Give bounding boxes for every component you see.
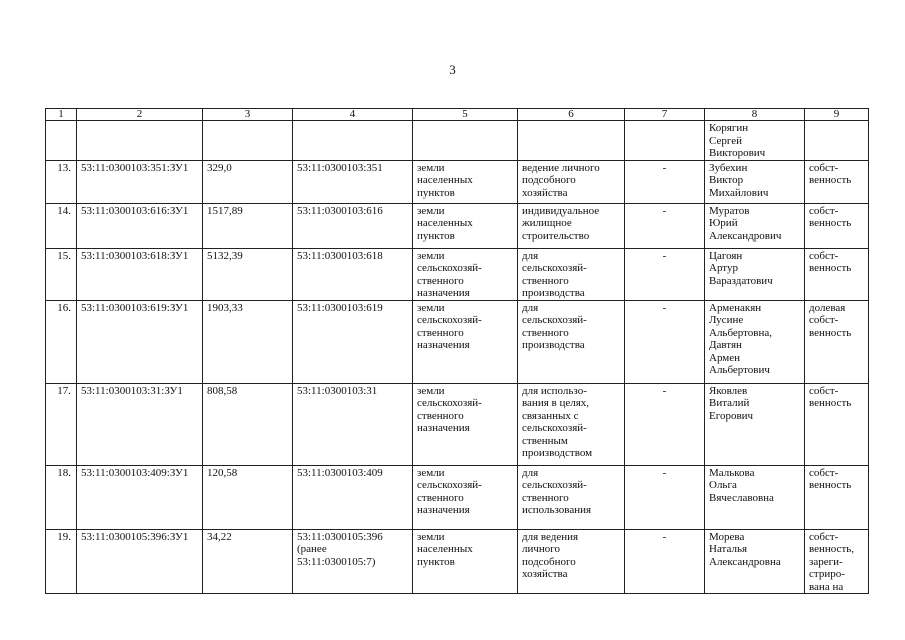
row-number: 19. — [46, 529, 77, 594]
cadastral-number: 53:11:0300105:396 (ранее 53:11:0300105:7) — [293, 529, 413, 594]
page-number: 3 — [449, 62, 456, 77]
table-row — [46, 203, 869, 248]
encumbrance: - — [625, 300, 705, 383]
column-header: 3 — [203, 109, 293, 121]
area-value: 1903,33 — [203, 300, 293, 383]
encumbrance: - — [625, 248, 705, 300]
cadastral-number: 53:11:0300103:616 — [293, 203, 413, 248]
encumbrance — [625, 121, 705, 161]
permitted-use: для сельскохозяй- ственного использования — [518, 465, 625, 529]
right-type: собст- венность — [805, 203, 869, 248]
cadastral-number: 53:11:0300103:618 — [293, 248, 413, 300]
parcel-id: 53:11:0300103:409:ЗУ1 — [77, 465, 203, 529]
parcel-id — [77, 121, 203, 161]
encumbrance: - — [625, 203, 705, 248]
encumbrance: - — [625, 160, 705, 203]
row-number: 13. — [46, 160, 77, 203]
column-header: 5 — [413, 109, 518, 121]
column-header: 7 — [625, 109, 705, 121]
permitted-use: индивидуальное жилищное строительство — [518, 203, 625, 248]
permitted-use: для ведения личного подсобного хозяйства — [518, 529, 625, 594]
land-category — [413, 121, 518, 161]
area-value: 5132,39 — [203, 248, 293, 300]
area-value: 808,58 — [203, 383, 293, 465]
column-header: 4 — [293, 109, 413, 121]
owner-name: Цагоян Артур Вараздатович — [705, 248, 805, 300]
land-category: земли сельскохозяй- ственного назначения — [413, 465, 518, 529]
encumbrance: - — [625, 529, 705, 594]
cadastral-number: 53:11:0300103:619 — [293, 300, 413, 383]
area-value: 329,0 — [203, 160, 293, 203]
owner-name: Муратов Юрий Александрович — [705, 203, 805, 248]
land-category: земли сельскохозяй- ственного назначения — [413, 248, 518, 300]
land-parcels-table — [45, 108, 869, 594]
owner-name: Малькова Ольга Вячеславовна — [705, 465, 805, 529]
encumbrance: - — [625, 383, 705, 465]
parcel-id: 53:11:0300103:619:ЗУ1 — [77, 300, 203, 383]
encumbrance: - — [625, 465, 705, 529]
table-row — [46, 121, 869, 161]
table-row — [46, 300, 869, 383]
column-header: 6 — [518, 109, 625, 121]
cadastral-number: 53:11:0300103:31 — [293, 383, 413, 465]
table-row — [46, 529, 869, 594]
row-number: 14. — [46, 203, 77, 248]
permitted-use — [518, 121, 625, 161]
land-category: земли населенных пунктов — [413, 160, 518, 203]
row-number: 17. — [46, 383, 77, 465]
owner-name: Корягин Сергей Викторович — [705, 121, 805, 161]
land-category: земли населенных пунктов — [413, 203, 518, 248]
land-category: земли сельскохозяй- ственного назначения — [413, 300, 518, 383]
column-header: 2 — [77, 109, 203, 121]
right-type: собст- венность — [805, 160, 869, 203]
header-row — [46, 109, 869, 121]
table-row — [46, 383, 869, 465]
column-header: 9 — [805, 109, 869, 121]
right-type: собст- венность — [805, 465, 869, 529]
table-body — [46, 121, 869, 594]
parcel-id: 53:11:0300103:618:ЗУ1 — [77, 248, 203, 300]
parcel-id: 53:11:0300103:616:ЗУ1 — [77, 203, 203, 248]
area-value: 1517,89 — [203, 203, 293, 248]
owner-name: Яковлев Виталий Егорович — [705, 383, 805, 465]
owner-name: Морева Наталья Александровна — [705, 529, 805, 594]
row-number: 18. — [46, 465, 77, 529]
right-type: собст- венность, зареги- стриро- вана на — [805, 529, 869, 594]
parcel-id: 53:11:0300103:351:ЗУ1 — [77, 160, 203, 203]
right-type: долевая собст- венность — [805, 300, 869, 383]
area-value — [203, 121, 293, 161]
row-number — [46, 121, 77, 161]
right-type: собст- венность — [805, 383, 869, 465]
right-type — [805, 121, 869, 161]
cadastral-number — [293, 121, 413, 161]
cadastral-number: 53:11:0300103:351 — [293, 160, 413, 203]
permitted-use: ведение личного подсобного хозяйства — [518, 160, 625, 203]
column-header: 1 — [46, 109, 77, 121]
permitted-use: для сельскохозяй- ственного производства — [518, 248, 625, 300]
land-category: земли населенных пунктов — [413, 529, 518, 594]
table-row — [46, 465, 869, 529]
table-row — [46, 160, 869, 203]
column-header: 8 — [705, 109, 805, 121]
owner-name: Зубехин Виктор Михайлович — [705, 160, 805, 203]
land-category: земли сельскохозяй- ственного назначения — [413, 383, 518, 465]
permitted-use: для использо- вания в целях, связанных с сельскохозяй- ственным производством — [518, 383, 625, 465]
row-number: 15. — [46, 248, 77, 300]
right-type: собст- венность — [805, 248, 869, 300]
table-row — [46, 248, 869, 300]
parcel-id: 53:11:0300105:396:ЗУ1 — [77, 529, 203, 594]
row-number: 16. — [46, 300, 77, 383]
area-value: 34,22 — [203, 529, 293, 594]
area-value: 120,58 — [203, 465, 293, 529]
permitted-use: для сельскохозяй- ственного производства — [518, 300, 625, 383]
parcel-id: 53:11:0300103:31:ЗУ1 — [77, 383, 203, 465]
owner-name: Арменакян Лусине Альбертовна, Давтян Армен Альбертович — [705, 300, 805, 383]
cadastral-number: 53:11:0300103:409 — [293, 465, 413, 529]
